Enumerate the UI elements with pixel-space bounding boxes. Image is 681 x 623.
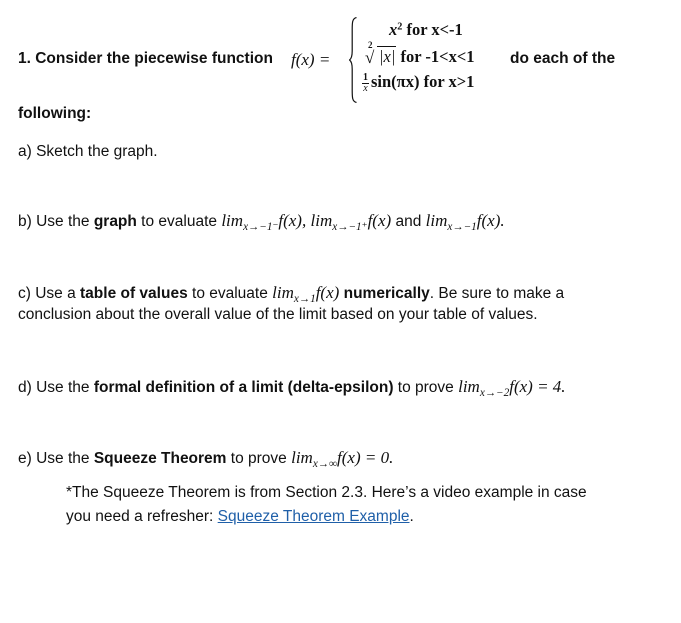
part-c-bold-1: table of values bbox=[80, 285, 188, 302]
part-a: a) Sketch the graph. bbox=[18, 143, 158, 160]
limit-e: $\lim_{x\to\infty}f(x) = 0$. bbox=[291, 448, 394, 470]
part-d: d) Use the formal definition of a limit (delta-epsilon) to prove $\lim_{x\to-2}f(x) = 4$. bbox=[18, 377, 566, 399]
note-line-1: *The Squeeze Theorem is from Section 2.3. Here’s a video example in case bbox=[66, 484, 587, 501]
part-e: e) Use the Squeeze Theorem to prove $\lim_{x\to\infty}f(x) = 0$. bbox=[18, 448, 394, 470]
note-line-2: you need a refresher: Squeeze Theorem Example. bbox=[66, 508, 414, 525]
question-1-prefix: 1. Consider the piecewise function bbox=[18, 50, 273, 67]
limit-1: $\lim_{x\to-1^-}f(x)$, bbox=[221, 211, 307, 233]
square-root bbox=[365, 40, 396, 67]
case-1-exponent: 2 bbox=[397, 21, 403, 33]
squeeze-theorem-example-link[interactable]: Squeeze Theorem Example bbox=[217, 508, 410, 525]
limit-d: $\lim_{x\to-2}f(x) = 4$. bbox=[458, 377, 566, 399]
fraction-numerator: 1 bbox=[363, 71, 368, 83]
limit-3: $\lim_{x\to-1}f(x)$. bbox=[425, 211, 505, 233]
case-2-condition: for -1<x<1 bbox=[396, 47, 475, 66]
limit-2: $\lim_{x\to-1^+}f(x)$ bbox=[310, 211, 392, 233]
root-index: 2 bbox=[368, 40, 373, 50]
part-e-bold: Squeeze Theorem bbox=[93, 450, 227, 467]
part-c-bold-2: numerically bbox=[343, 285, 430, 302]
case-1-condition: for x<-1 bbox=[402, 20, 463, 39]
case-1 bbox=[389, 20, 463, 40]
function-label: f(x) = bbox=[291, 50, 331, 69]
limit-c: $\lim_{x\to 1}f(x)$ bbox=[272, 283, 340, 305]
case-3-fraction bbox=[362, 73, 369, 94]
case-3-condition: for x>1 bbox=[419, 72, 475, 91]
question-1-continuation: following: bbox=[18, 105, 92, 122]
part-d-bold: formal definition of a limit (delta-epsilon) bbox=[93, 379, 394, 396]
part-b-bold: graph bbox=[93, 213, 137, 230]
question-1-prompt bbox=[18, 50, 273, 68]
question-1-suffix: do each of the bbox=[510, 50, 616, 67]
part-c-line-2: conclusion about the overall value of the limit based on your table of values. bbox=[18, 306, 538, 323]
part-c-line-1: c) Use a table of values to evaluate $\lim_{x\to 1}f(x)$ numerically. Be sure to make a bbox=[18, 283, 565, 305]
part-b: b) Use the graph to evaluate $\lim_{x\to-1^-}f(x)$, $\lim_{x\to-1^+}f(x)$ and $\lim_{x\to-1}f(x)$. bbox=[18, 211, 505, 233]
radical-sign-icon: √ bbox=[365, 48, 375, 67]
fraction-denominator: x bbox=[363, 82, 368, 94]
case-1-expr: x bbox=[389, 20, 398, 39]
case-3 bbox=[362, 72, 474, 94]
case-2 bbox=[365, 40, 475, 67]
case-3-expr: sin(πx) bbox=[371, 72, 420, 91]
left-brace bbox=[349, 17, 357, 103]
root-body: |x| bbox=[379, 47, 396, 66]
